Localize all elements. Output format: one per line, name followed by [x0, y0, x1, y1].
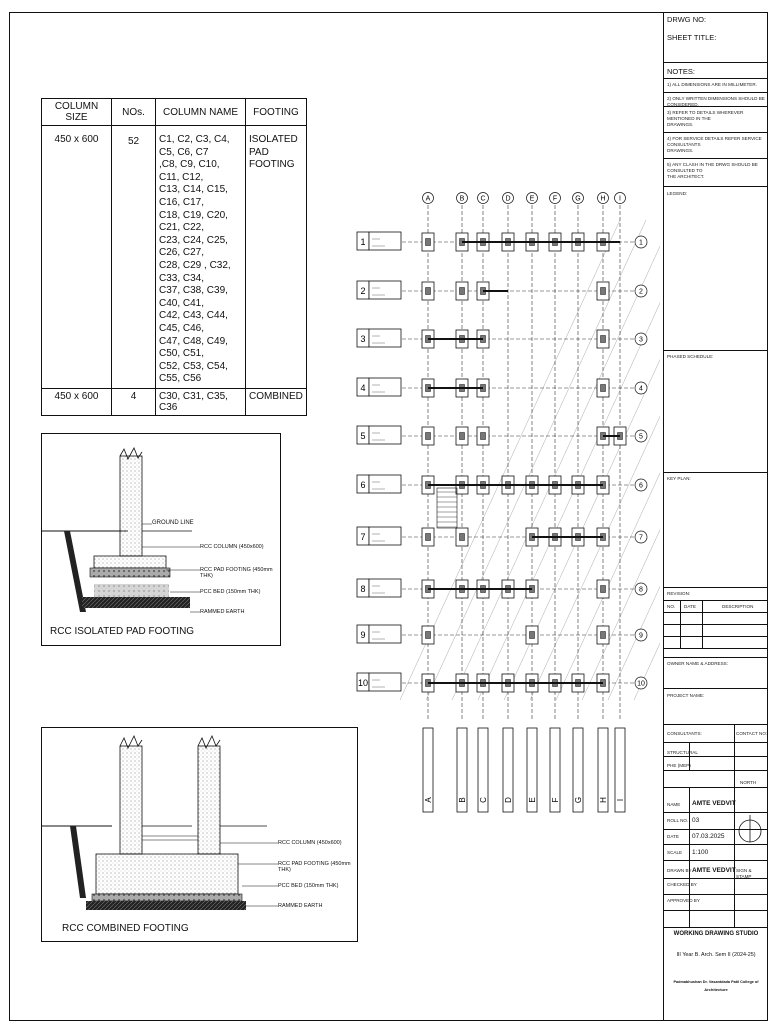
grid-letter-top: I: [619, 195, 621, 203]
drwg-no-label: DRWG NO:: [667, 15, 707, 24]
grid-letter-top: G: [575, 195, 581, 203]
detail-label: RCC PAD FOOTING (450mm THK): [200, 567, 273, 579]
detail-label: RCC PAD FOOTING (450mm THK): [278, 861, 351, 873]
studio-title: WORKING DRAWING STUDIO: [673, 931, 759, 937]
footing-cell: COMBINED: [246, 388, 307, 415]
row-number-label: 9: [360, 630, 366, 640]
project-label: PROJECT NAME:: [667, 693, 705, 698]
row-section-box: [369, 426, 401, 444]
row-number-label: 6: [360, 480, 366, 490]
header-cell: NOs.: [112, 99, 156, 126]
footing-line: PAD: [249, 146, 269, 158]
footing-line: FOOTING: [249, 159, 295, 171]
note-line: DRAWINGS.: [667, 148, 694, 153]
rev-col: DESCRIPTION: [722, 604, 754, 609]
phe-label: PHE (MEP): [667, 763, 691, 768]
column: [426, 239, 431, 246]
detail-label: RCC COLUMN (450x600): [278, 840, 342, 846]
size-cell: 450 x 600: [42, 388, 112, 415]
column: [601, 586, 606, 593]
column: [601, 288, 606, 295]
grid-letter-top: C: [480, 195, 486, 203]
phased-schedule-label: PHASED SCHEDULE:: [667, 354, 714, 359]
column: [426, 288, 431, 295]
rev-col: NO.: [667, 604, 676, 609]
grid-number-right: 1: [639, 239, 643, 247]
detail-label: PCC BED (150mm THK): [278, 883, 339, 889]
hatch-line: [608, 220, 660, 700]
note-line: 1) ALL DIMENSIONS ARE IN MILLIMETER.: [667, 82, 757, 87]
year-text: III Year B. Arch. Sem II (2024-25): [676, 952, 756, 958]
row-section-box: [369, 527, 401, 545]
name-line: C37, C38, C39, C40, C41,: [159, 285, 228, 309]
column-letter-bottom: D: [504, 797, 513, 803]
row-number-label: 4: [360, 383, 366, 393]
row-section-box: [369, 329, 401, 347]
grid-letter-top: H: [600, 195, 606, 203]
grid-letter-top: D: [505, 195, 511, 203]
structural-label: STRUCTURAL: [667, 750, 698, 755]
grid-number-right: 7: [639, 534, 643, 542]
detail-label: PCC BED (150mm THK): [200, 589, 261, 595]
name-line: C42, C43, C44, C45, C46,: [159, 310, 228, 334]
title-block: [663, 12, 768, 1021]
row-number-label: 10: [357, 678, 369, 688]
notes-heading: NOTES:: [667, 67, 695, 76]
roll-value: 03: [692, 817, 700, 824]
detail-label: RAMMED EARTH: [278, 903, 323, 909]
sign-label: SIGN & STAMP: [736, 868, 752, 879]
row-section-box: [369, 475, 401, 493]
column: [460, 288, 465, 295]
note-line: 3) REFER TO DETAILS WHEREVER MENTIONED IN THE: [667, 110, 744, 121]
date-label: DATE: [667, 834, 679, 839]
note-line: 2) ONLY WRITTEN DIMENSIONS SHOULD BE CONSIDERED.: [667, 96, 765, 107]
name-line: C23, C24, C25, C26, C27,: [159, 234, 228, 259]
row-number-label: 2: [360, 286, 366, 296]
row-section-box: [369, 232, 401, 250]
column-letter-bottom: F: [551, 797, 560, 803]
header-cell: COLUMN NAME: [156, 99, 246, 126]
nos-cell: 52: [112, 126, 156, 389]
row-section-box: [369, 673, 401, 691]
key-plan-label: KEY PLAN:: [667, 476, 691, 481]
north-label: NORTH: [740, 780, 757, 785]
column: [481, 433, 486, 440]
name-value: AMTE VEDVIT: [692, 800, 736, 807]
grid-number-right: 8: [639, 586, 643, 594]
grid-number-right: 6: [639, 482, 643, 490]
column-letter-bottom: E: [528, 797, 537, 803]
grid-number-right: 10: [637, 680, 645, 688]
college-name: Padmabhushan Dr. Vasantdada Patil College of: [673, 980, 759, 984]
header-cell: FOOTING: [246, 99, 307, 126]
college-name-2: Architecture: [704, 987, 728, 992]
note-line: 5) ANY CLASH IN THE DRWG SHOULD BE CONSULTED TO: [667, 162, 758, 173]
row-number-label: 1: [360, 237, 366, 247]
column: [601, 336, 606, 343]
column-letter-bottom: A: [424, 797, 433, 803]
grid-number-right: 5: [639, 433, 643, 441]
footing-line: ISOLATED: [249, 134, 298, 145]
column-letter-bottom: B: [458, 797, 467, 803]
contact-label: CONTACT NO:: [736, 731, 768, 736]
rev-col: DATE: [684, 604, 696, 609]
name-line: C52, C53, C54, C55, C56: [159, 360, 228, 385]
column: [530, 632, 535, 639]
column: [426, 433, 431, 440]
ground-line-label: GROUND LINE: [152, 520, 194, 526]
note-line: 4) FOR SERVICE DETAILS REFER SERVICE CONSULTANTS: [667, 136, 762, 147]
column: [460, 433, 465, 440]
header-cell: COLUMN SIZE: [42, 99, 112, 126]
grid-letter-top: A: [425, 195, 431, 203]
name-line: C18, C19, C20, C21, C22,: [159, 209, 228, 234]
grid-letter-top: F: [552, 195, 558, 203]
roll-label: ROLL NO.: [667, 818, 689, 823]
row-section-box: [369, 378, 401, 396]
detail-title: RCC COMBINED FOOTING: [62, 923, 189, 934]
row-number-label: 8: [360, 584, 366, 594]
grid-letter-top: B: [459, 195, 465, 203]
names-cell: C30, C31, C35, C36: [156, 388, 246, 415]
row-number-label: 5: [360, 431, 366, 441]
approved-label: APPROVED BY: [667, 898, 700, 903]
column-letter-bottom: G: [574, 796, 583, 804]
scale-label: SCALE: [667, 850, 683, 855]
drawn-value: AMTE VEDVIT: [692, 867, 736, 874]
name-line: ,C8, C9, C10, C11, C12,: [159, 159, 220, 183]
grid-letter-top: E: [529, 195, 535, 203]
name-label: NAME: [667, 802, 681, 807]
checked-label: CHECKED BY: [667, 882, 697, 887]
note-line: DRAWINGS.: [667, 122, 694, 127]
date-value: 07.03.2025: [692, 833, 725, 840]
column-letter-bottom: H: [599, 797, 608, 803]
nos-cell: 4: [112, 388, 156, 415]
column: [426, 632, 431, 639]
scale-value: 1:100: [692, 849, 709, 856]
owner-label: OWNER NAME & ADDRESS:: [667, 661, 729, 666]
note-line: THE ARCHITECT.: [667, 174, 705, 179]
row-section-box: [369, 579, 401, 597]
name-line: C13, C14, C15, C16, C17,: [159, 184, 228, 208]
grid-number-right: 2: [639, 288, 643, 296]
detail-label: RCC COLUMN (450x600): [200, 544, 264, 550]
column: [601, 632, 606, 639]
row-number-label: 7: [360, 532, 366, 542]
sheet-title-label: SHEET TITLE:: [667, 33, 717, 42]
detail-label: RAMMED EARTH: [200, 609, 245, 615]
row-section-box: [369, 281, 401, 299]
name-line: C1, C2, C3, C4, C5, C6, C7: [159, 134, 230, 158]
column: [601, 385, 606, 392]
row-number-label: 3: [360, 334, 366, 344]
name-line: C28, C29 , C32, C33, C34,: [159, 259, 231, 284]
size-cell: 450 x 600: [42, 126, 112, 389]
column-letter-bottom: C: [479, 797, 488, 803]
name-line: C47, C48, C49, C50, C51,: [159, 335, 228, 360]
legend-label: LEGEND:: [667, 191, 688, 196]
hatch-line: [582, 220, 660, 700]
column: [460, 534, 465, 541]
column-letter-bottom: I: [616, 798, 625, 802]
column: [426, 534, 431, 541]
detail-title: RCC ISOLATED PAD FOOTING: [50, 626, 195, 637]
revision-label: REVISION:: [667, 591, 691, 596]
grid-number-right: 4: [639, 385, 643, 393]
grid-number-right: 3: [639, 336, 643, 344]
consultants-label: CONSULTANTS:: [667, 731, 702, 736]
north-arrow-icon: [737, 809, 763, 859]
drawn-label: DRAWN BY: [667, 868, 692, 873]
grid-number-right: 9: [639, 632, 643, 640]
row-section-box: [369, 625, 401, 643]
